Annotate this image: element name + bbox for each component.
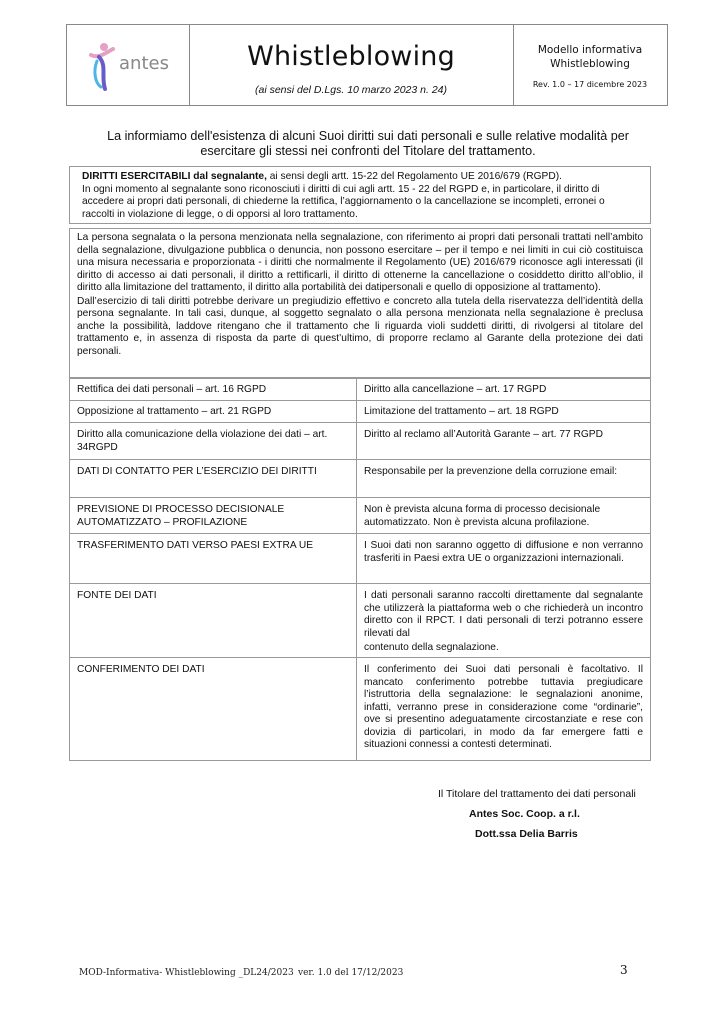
footer-code: MOD-Informativa- Whistleblowing _DL24/2023 xyxy=(79,968,294,978)
right-cancellazione: Diritto alla cancellazione – art. 17 RGPD xyxy=(364,384,547,395)
signature-company: Antes Soc. Coop. a r.l. xyxy=(469,808,580,820)
info-label-source xyxy=(69,583,357,658)
info-label-text: FONTE DEI DATI xyxy=(77,590,157,601)
rights-box xyxy=(69,166,651,224)
model-line-1: Modello informativa xyxy=(537,44,643,56)
rights-heading-bold: DIRITTI ESERCITABILI dal segnalante, xyxy=(82,171,267,182)
footer-version: ver. 1.0 del 17/12/2023 xyxy=(298,968,404,978)
info-label-automated xyxy=(69,497,357,534)
right-limitazione: Limitazione del trattamento – art. 18 RGPD xyxy=(364,406,559,417)
right-comunicazione: Diritto alla comunicazione della violazione dei dati – art. 34RGPD xyxy=(77,429,328,453)
rights-grid-cell xyxy=(356,400,651,423)
info-value-text: I dati personali saranno raccolti direttamente dal segnalante che utilizzerà la piattaforma web o che richiederà un incontro diretto con il RPCT. I dati personali di terzi potranno essere rilevati dal xyxy=(364,590,643,639)
info-value-text: Responsabile per la prevenzione della corruzione email: xyxy=(364,466,618,477)
model-line-2: Whistleblowing xyxy=(550,58,630,70)
info-label-text: TRASFERIMENTO DATI VERSO PAESI EXTRA UE xyxy=(77,540,314,551)
page-number: 3 xyxy=(620,963,628,977)
info-label-text: CONFERIMENTO DEI DATI xyxy=(77,664,205,675)
model-name xyxy=(513,43,667,71)
info-value-extra: contenuto della segnalazione. xyxy=(364,642,499,653)
reported-person-box xyxy=(69,228,651,378)
info-value-transfer xyxy=(356,533,651,584)
info-value-text: Non è prevista alcuna forma di processo decisionale automatizzato. Non è prevista alcuna profilazione. xyxy=(364,504,601,528)
info-label-text: DATI DI CONTATTO PER L’ESERCIZIO DEI DIRITTI xyxy=(77,466,317,477)
rights-grid-cell xyxy=(356,378,651,401)
signature-role: Il Titolare del trattamento dei dati personali xyxy=(438,788,636,800)
info-label-provision xyxy=(69,657,357,761)
right-opposizione: Opposizione al trattamento – art. 21 RGPD xyxy=(77,406,272,417)
reported-para-1: La persona segnalata o la persona menzionata nella segnalazione, con riferimento ai propri dati personali trattati nell’ambito della segnalazione, divulgazione pubblica o denuncia, non possono esercitare – per il tempo e nei limiti in cui ciò costituisca una misura necessaria e proporzionata - i diritti che normalmente il Regolamento (UE) 2016/679 riconosce agli interessati (il diritto di accesso ai dati personali, il diritto a rettificarli, il diritto di ottenerne la cancellazione o cosiddetto diritto all’oblio, il diritto alla limitazione del trattamento, il diritto alla portabilità dei datipersonali e quello di opposizione al trattamento). xyxy=(77,232,643,293)
right-reclamo: Diritto al reclamo all’Autorità Garante – art. 77 RGPD xyxy=(364,429,603,440)
rights-grid-cell xyxy=(69,422,357,460)
document-header xyxy=(66,24,668,106)
brand-name: antes xyxy=(119,53,169,74)
info-label-contacts xyxy=(69,459,357,498)
info-label-text: PREVISIONE DI PROCESSO DECISIONALE AUTOMATIZZATO – PROFILAZIONE xyxy=(77,504,285,528)
rights-grid-cell xyxy=(69,378,357,401)
rights-text: In ogni momento al segnalante sono riconosciuti i diritti di cui agli artt. 15 - 22 del RGPD e, in particolare, il diritto di accedere ai propri dati personali, di chiederne la rettifica, l’aggiornamento o la cancellazione se incompleti, erronei o raccolti in violazione di legge, o di opporsi al loro trattamento. xyxy=(82,183,605,220)
intro-text: La informiamo dell'esistenza di alcuni Suoi diritti sui dati personali e sulle relative modalità per esercitare gli stessi nei confronti del Titolare del trattamento. xyxy=(107,129,629,158)
title-cell xyxy=(189,25,514,105)
info-value-contacts xyxy=(356,459,651,498)
info-value-provision xyxy=(356,657,651,761)
model-cell xyxy=(513,25,667,105)
signature-person: Dott.ssa Delia Barris xyxy=(475,828,578,840)
rights-heading-rest: ai sensi degli artt. 15-22 del Regolamento UE 2016/679 (RGPD). xyxy=(266,171,562,182)
right-rettifica: Rettifica dei dati personali – art. 16 RGPD xyxy=(77,384,267,395)
reported-para-2: Dall’esercizio di tali diritti potrebbe derivare un pregiudizio effettivo e concreto alla tutela della riservatezza dell’identità della persona segnalante. In tali casi, dunque, al soggetto segnalato o alla persona menzionata nella segnalazione è preclusa anche la possibilità, laddove ritengano che il trattamento che li riguarda violi suddetti diritti, di rivolgersi al titolare del trattamento e, in assenza di risposta da parte di quest’ultimo, di proporre reclamo al Garante della protezione dei dati personali. xyxy=(77,295,643,357)
rights-heading xyxy=(82,171,638,184)
logo-cell xyxy=(67,25,190,105)
info-label-transfer xyxy=(69,533,357,584)
document-title: Whistleblowing xyxy=(247,41,455,72)
rights-grid-cell xyxy=(356,422,651,460)
info-value-source xyxy=(356,583,651,658)
revision-label: Rev. 1.0 – 17 dicembre 2023 xyxy=(532,80,648,89)
info-value-automated xyxy=(356,497,651,534)
rights-grid-cell xyxy=(69,400,357,423)
antes-logo-icon xyxy=(85,39,119,93)
info-value-text: Il conferimento dei Suoi dati personali è facoltativo. Il mancato conferimento potrebbe tuttavia pregiudicare l’istruttoria della segnalazione: le segnalazioni anonime, infatti, verranno prese in considerazione come “ordinarie”, ove si presentino adeguatamente circostanziate e rese con dovizia di particolari, in modo da far emergere fatti e situazioni connessi a contesti determinati. xyxy=(364,664,643,750)
info-value-text: I Suoi dati non saranno oggetto di diffusione e non verranno trasferiti in Paesi extra UE o organizzazioni internazionali. xyxy=(364,540,643,564)
document-subtitle: (ai sensi del D.Lgs. 10 marzo 2023 n. 24) xyxy=(254,84,448,96)
